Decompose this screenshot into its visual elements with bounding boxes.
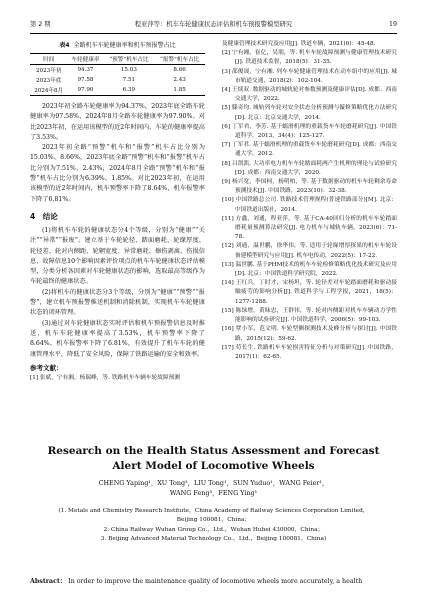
reference-item: [17] 苟长生. 铁路机车车轮损害特征分析与对策研究[J]. 中国铁路，2017(1)：62-65. bbox=[222, 344, 397, 360]
header-rule bbox=[30, 33, 397, 34]
table-title: 全路机车车轮健康率和机车预报警占比 bbox=[73, 42, 176, 49]
reference-item: [6] 丁军君，李芳. 基于蠕滑机理的重载货车车轮磨耗研究[J]. 中国铁道科学，2013，34(4)：125-127. bbox=[222, 123, 397, 140]
reference-item: [7] 丁军君. 基于蠕滑机理的重载货车车轮磨耗研究[D]. 成都：西南交通大学，2012. bbox=[222, 142, 397, 158]
table-header-cell: “预警”机车占比 bbox=[104, 54, 155, 65]
table-label: 表4 bbox=[59, 42, 70, 49]
right-column bbox=[222, 40, 397, 362]
reference-item: 及健康管理技术研究及应用[J]. 铁道车辆，2021(6)：45-48. bbox=[222, 41, 376, 47]
table-cell: 7.51 bbox=[122, 77, 136, 83]
reference-item: [9] 杨兴宽，李国柯，杨明柏，等. 基于数据驱动的机车车轮剩余寿命预测技术[J]. 中国铁路，2023(10)：32-38. bbox=[222, 179, 397, 195]
references-heading: 参考文献： bbox=[30, 363, 63, 372]
table-cell: 94.37 bbox=[77, 67, 94, 73]
table-caption bbox=[30, 40, 205, 49]
table-cell: 2024年8月 bbox=[30, 85, 67, 96]
reference-item: [15] 陈绿增，黄昧忠，王群伟，等. 轮对内侧距对机车车辆动力学性能影响的试验研究[J]. 中国铁道科学，2006(5)：99-103. bbox=[222, 307, 397, 324]
reference-item: [3] 邵俊晟，宁有湘. 列车车轮健康管理技术在动车组中的应用[J]. 城市轨道交通，2018(2)：102-104. bbox=[222, 68, 397, 84]
running-header bbox=[30, 19, 397, 31]
reference-item: [4] 王续双. 数据驱动的城轨轮对参数预测及健康评估[D]. 成都：西南交通大学，2022. bbox=[222, 87, 397, 103]
running-title: 程亚萍等：机车车轮健康状态评估和机车预报警模型研究 bbox=[134, 21, 293, 28]
body-paragraph: 2023年初全路车轮健康率为94.37%，2023年底全路车轮健康率为97.58%，2024年8月全路车轮健康率为97.90%。对比2023年初，在运用该模型的近2年时间内，车轮的健康率提高了3.53%。 bbox=[30, 103, 205, 141]
page-number: 19 bbox=[388, 21, 397, 28]
reference-item: [16] 覃小军，范文明. 车轮型侧探测技术及峰分析与探讨[J]. 中国铁路，2015(12)：59-62. bbox=[222, 326, 397, 342]
section-heading: 4 结论 bbox=[30, 211, 58, 221]
reference-item: [11] 方鑫，刘通，程亚萍，等. 基于CA-40回归分析的机车车轮踏面磨耗量预测算法研究[J]. 电力机车与城轨车辆，2023(6)：71-78. bbox=[222, 215, 397, 241]
table-cell: 2.43 bbox=[173, 77, 186, 83]
english-abstract bbox=[30, 577, 397, 586]
table-header-cell: 时间 bbox=[30, 54, 67, 65]
reference-item: [13] 温世鹏. 基于PHM技术的机车车轮检修策略优化技术研究及应用[D]. 北京：中国铁道科学研究院，2022. bbox=[222, 261, 397, 278]
table-header-cell: 车轮健康率 bbox=[67, 54, 103, 65]
table-header-row bbox=[30, 54, 205, 65]
table-cell: 2023年初 bbox=[35, 68, 62, 74]
reference-item: [14] 王红兵，丁时才，宋杨坦，等. 轮径差对车轮踏面磨耗和驱动接触疲劳的影响分析[J]. 铁道科学与工程学报，2021，18(5)：1277-1288. bbox=[222, 280, 397, 305]
reference-item: [8] 吕凯凯. 大功率电力机车车轮踏面耗两产生机理的理论与试验研究[D]. 成都：西南交通大学，2020. bbox=[222, 160, 397, 176]
table-row bbox=[30, 85, 205, 96]
table-cell: 2023年底 bbox=[35, 78, 62, 84]
reference-item: [10] 中国铁路总公司. 铁路技术管理规程(普速铁路部分)[M]. 北京：中国铁道出版社，2014. bbox=[222, 197, 397, 213]
table-cell: 97.58 bbox=[77, 77, 94, 83]
health-rate-table bbox=[30, 53, 205, 96]
abstract-label: Abstract： bbox=[30, 578, 67, 585]
english-authors bbox=[30, 478, 397, 498]
table-cell: 97.90 bbox=[67, 85, 103, 96]
affiliation-line: Beijing 100081，China； bbox=[176, 517, 251, 524]
reference-item: [2] 宁有湘，崔亿，吴朋，等. 机车车轮故障预测与健康管理技术研究[J]. 铁道技术监督，2018(5)：31-35. bbox=[222, 50, 397, 66]
table-cell: 6.39 bbox=[104, 85, 155, 96]
table-cell: 15.03 bbox=[120, 67, 137, 73]
abstract-text: In order to improve the maintenance quality of locomotive wheels more accurately, a health bbox=[68, 578, 363, 585]
authors-line: WANG Feng³，FENG Ying¹ bbox=[169, 489, 258, 497]
table-cell: 1.85 bbox=[154, 85, 205, 96]
conclusion-paragraph: (2)将机车的健康状态分3个等级，分别为“健康”“预警”“报警”，建立机车预报警推送机制和消除机制，实现机车车轮健康状态的闭环管理。 bbox=[30, 288, 205, 317]
reference-item: [12] 刘通，温世鹏，徐华伟，等. 适用于轮缘增厚探果的机车车轮设备建模型研究与应用[J]. 机车电传动，2022(5)：17-22. bbox=[222, 243, 397, 259]
conclusion-paragraph: (1)将机车车轮的健康状态分4个等级，分别为“健康”“关注”“异常”“报废”。建立基于车轮轮径、踏面磨耗、轮缘厚度、轮径差、轮对内侧距、轮辋宽度、异常磨耗、擦伤剥离、伤损信息、故障信息10个影响因素评价项点的机车车轮健康状态评估模型，分类分析各因素对车轮健康状态的影响，选取最高等级作为车轮最终的健康状态。 bbox=[30, 226, 205, 286]
reference-item: [1] 张斌，宁有湘，杨瑞峰，等. 铁路机车车辆车轮故障预测 bbox=[30, 374, 180, 381]
english-title-line: Research on the Health Status Assessment and Forecast bbox=[47, 445, 380, 457]
issue-number: 第 2 期 bbox=[30, 21, 51, 28]
authors-line: CHENG Yaping¹，XU Tong²，LIU Tong¹，SUN Yuduo¹，WANG Feier¹， bbox=[98, 479, 329, 487]
english-affiliations bbox=[30, 507, 397, 545]
english-title bbox=[30, 444, 397, 474]
affiliation-line: 2. China Railway Wuhan Group Co.，Ltd.，Wuhan Hubei 430000，China； bbox=[103, 526, 324, 533]
affiliation-line: (1. Metals and Chemistry Research Institute，China Academy of Railway Sciences Corporation Limited， bbox=[58, 508, 369, 514]
table-header-cell: “报警”机车占比 bbox=[154, 54, 205, 65]
conclusion-paragraph: (3)通过对车轮健康状态实时评估和机车预报警信息及时推送，机车车轮健康率提高了3.53%，机车预警率下降了8.64%，机车报警率下降了6.81%，有效提升了机车车轮的健康管理水平，降低了安全风险，保障了铁路运输的安全和效率。 bbox=[30, 319, 205, 358]
table-cell: 8.66 bbox=[173, 67, 186, 73]
affiliation-line: 3. Beijing Advanced Material Technology Co.，Ltd.，Beijing 100081，China) bbox=[100, 536, 327, 543]
table-row bbox=[30, 65, 205, 76]
left-column bbox=[30, 40, 205, 383]
reference-item: [5] 滕奇均. 城轨列车轮对安全状态分析预测与镟修策略优化方法研究[D]. 北京：北京交通大学，2014. bbox=[222, 105, 397, 121]
body-paragraph: 2023年初全路“预警”机车和“报警”机车占比分别为15.03%、8.66%，2023年底全路“预警”机车和“报警”机车占比分别为7.51%、2.43%，2024年8月全路“预警”机车和“报警”机车占比分别为6.39%、1.85%。对比2023年初，在运用该模型的近2年时间内，机车预警率下降了8.64%，机车报警率下降了6.81%。 bbox=[30, 144, 205, 203]
english-title-line: Alert Model of Locomotive Wheels bbox=[112, 460, 315, 472]
table-row bbox=[30, 75, 205, 85]
